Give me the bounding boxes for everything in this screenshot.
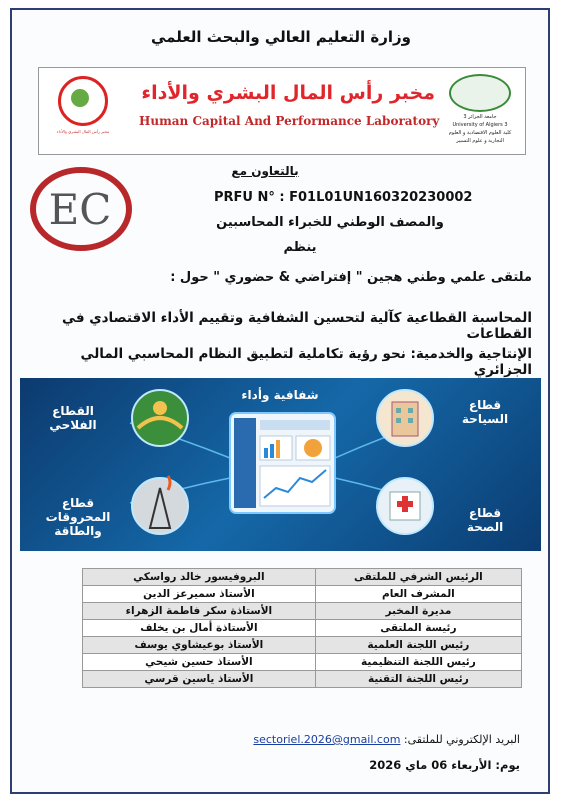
lab-logo: [51, 76, 115, 142]
sector-energy: قطاع المحروقات والطاقة: [45, 496, 111, 538]
university-logo: [441, 74, 519, 148]
committee-role: الرئيس الشرفي للملتقى: [315, 569, 521, 586]
committee-role: المشرف العام: [315, 586, 521, 603]
hotel-icon: [377, 390, 433, 446]
table-row: [83, 654, 522, 671]
theme-line-2: الإنتاجية والخدمية: نحو رؤية تكاملية لتطبيق النظام المحاسبي المالي الجزائري: [80, 346, 532, 378]
hero-illustration: [20, 378, 541, 551]
hospital-icon: [377, 478, 433, 534]
sector-tourism: قطاع السياحة: [461, 398, 509, 426]
sector-agriculture: القطاع الفلاحي: [49, 404, 97, 432]
table-row: [83, 671, 522, 688]
theme-line-1: المحاسبة القطاعية كآلية لتحسين الشفافية وتقييم الأداء الاقتصادي في القطاعات: [62, 310, 532, 342]
email-label: البريد الإلكتروني للملتقى:: [403, 733, 520, 746]
committee-name: الأستاذ سميرعز الدين: [83, 586, 316, 603]
event-date: يوم: الأربعاء 06 ماي 2026: [369, 758, 520, 772]
oil-rig-icon: [132, 476, 188, 534]
committee-name: الأستاذة سكر فاطمة الزهراء: [83, 603, 316, 620]
table-row: [83, 637, 522, 654]
university-caption-2: University of Algiers 3: [452, 122, 508, 128]
dashboard-icon: [230, 413, 335, 513]
committee-name: البروفيسور خالد رواسكي: [83, 569, 316, 586]
ec-logo-text: EC: [48, 185, 112, 234]
ec-logo: [28, 166, 134, 252]
committee-role: رئيس اللجنة التقنية: [315, 671, 521, 688]
email-line: [150, 733, 520, 746]
table-row: [83, 569, 522, 586]
lab-banner: [38, 67, 526, 155]
ministry-title: وزارة التعليم العالي والبحث العلمي: [150, 28, 412, 46]
lab-name-arabic: مخبر رأس المال البشري والأداء: [141, 82, 435, 104]
hero-title: شفافية وأداء: [241, 388, 319, 402]
prfu-number: PRFU N° : F01L01UN160320230002: [214, 190, 473, 205]
sector-health: قطاع الصحة: [466, 506, 504, 534]
agriculture-icon: [132, 390, 188, 446]
committee-name: الأستاذة أمال بن يخلف: [83, 620, 316, 637]
lab-name-english: Human Capital And Performance Laboratory: [139, 114, 440, 128]
university-caption-1: جامعة الجزائر 3: [463, 114, 497, 120]
committee-table: [82, 568, 522, 688]
university-caption-3: كلية العلوم الاقتصادية و العلوم: [448, 130, 512, 136]
cooperation-label: بالتعاون مع: [231, 164, 299, 178]
event-type: ملتقى علمي وطني هجين " إفتراضي & حضوري " حول :: [170, 270, 532, 285]
table-row: [83, 603, 522, 620]
table-row: [83, 586, 522, 603]
committee-name: الأستاذ ياسين قرسي: [83, 671, 316, 688]
committee-role: مديرة المخبر: [315, 603, 521, 620]
email-link[interactable]: sectoriel.2026@gmail.com: [253, 733, 401, 746]
organization-name: والمصف الوطني للخبراء المحاسبين: [216, 215, 444, 230]
committee-role: رئيس اللجنة التنظيمية: [315, 654, 521, 671]
university-caption-4: التجارية و علوم التسيير: [456, 138, 504, 144]
committee-name: الأستاذ حسين شيحي: [83, 654, 316, 671]
committee-role: رئيس اللجنة العلمية: [315, 637, 521, 654]
lab-logo-caption: مخبر رأس المال البشري والأداء: [56, 129, 110, 134]
committee-role: رئيسة الملتقى: [315, 620, 521, 637]
organizes-label: ينظم: [283, 240, 317, 255]
table-row: [83, 620, 522, 637]
university-seal-icon: [449, 74, 511, 112]
committee-name: الأستاذ بوعيشاوي يوسف: [83, 637, 316, 654]
